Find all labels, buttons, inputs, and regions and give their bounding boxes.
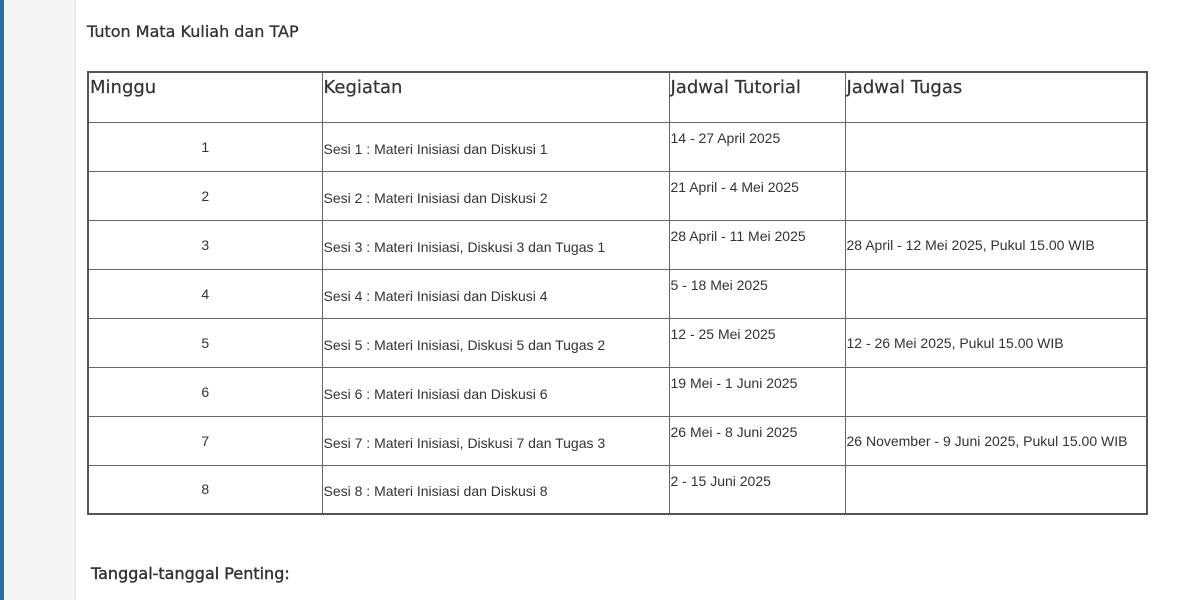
header-activity: Kegiatan — [322, 72, 669, 122]
section-title: Tuton Mata Kuliah dan TAP — [87, 22, 299, 41]
table-row — [88, 171, 1147, 220]
cell-activity: Sesi 4 : Materi Inisiasi dan Diskusi 4 — [322, 269, 669, 318]
rail-accent-line — [0, 0, 4, 600]
cell-task: 12 - 26 Mei 2025, Pukul 15.00 WIB — [845, 318, 1147, 367]
cell-activity: Sesi 8 : Materi Inisiasi dan Diskusi 8 — [322, 465, 669, 514]
cell-tutorial: 26 Mei - 8 Juni 2025 — [669, 416, 845, 465]
table-row — [88, 367, 1147, 416]
cell-tutorial: 21 April - 4 Mei 2025 — [669, 171, 845, 220]
table-row — [88, 318, 1147, 367]
cell-task: 26 November - 9 Juni 2025, Pukul 15.00 WIB — [845, 416, 1147, 465]
schedule-table — [87, 71, 1148, 515]
table-row — [88, 122, 1147, 171]
cell-week: 8 — [88, 465, 322, 514]
cell-activity: Sesi 7 : Materi Inisiasi, Diskusi 7 dan Tugas 3 — [322, 416, 669, 465]
cell-tutorial: 2 - 15 Juni 2025 — [669, 465, 845, 514]
header-week: Minggu — [88, 72, 322, 122]
cell-week: 4 — [88, 269, 322, 318]
cell-week: 2 — [88, 171, 322, 220]
cell-week: 1 — [88, 122, 322, 171]
important-dates-heading: Tanggal-tanggal Penting: — [91, 564, 290, 583]
table-row — [88, 465, 1147, 514]
cell-tutorial: 14 - 27 April 2025 — [669, 122, 845, 171]
header-tutorial: Jadwal Tutorial — [669, 72, 845, 122]
cell-task — [845, 122, 1147, 171]
cell-tutorial: 5 - 18 Mei 2025 — [669, 269, 845, 318]
cell-week: 5 — [88, 318, 322, 367]
cell-task — [845, 171, 1147, 220]
cell-activity: Sesi 6 : Materi Inisiasi dan Diskusi 6 — [322, 367, 669, 416]
cell-task — [845, 367, 1147, 416]
cell-activity: Sesi 2 : Materi Inisiasi dan Diskusi 2 — [322, 171, 669, 220]
left-rail — [0, 0, 76, 600]
cell-week: 6 — [88, 367, 322, 416]
cell-tutorial: 12 - 25 Mei 2025 — [669, 318, 845, 367]
cell-task — [845, 269, 1147, 318]
cell-task — [845, 465, 1147, 514]
header-task: Jadwal Tugas — [845, 72, 1147, 122]
table-row — [88, 269, 1147, 318]
cell-tutorial: 28 April - 11 Mei 2025 — [669, 220, 845, 269]
cell-activity: Sesi 1 : Materi Inisiasi dan Diskusi 1 — [322, 122, 669, 171]
cell-task: 28 April - 12 Mei 2025, Pukul 15.00 WIB — [845, 220, 1147, 269]
table-header-row — [88, 72, 1147, 122]
cell-week: 7 — [88, 416, 322, 465]
main-content — [76, 0, 1177, 600]
cell-activity: Sesi 3 : Materi Inisiasi, Diskusi 3 dan Tugas 1 — [322, 220, 669, 269]
table-row — [88, 416, 1147, 465]
cell-activity: Sesi 5 : Materi Inisiasi, Diskusi 5 dan Tugas 2 — [322, 318, 669, 367]
cell-tutorial: 19 Mei - 1 Juni 2025 — [669, 367, 845, 416]
cell-week: 3 — [88, 220, 322, 269]
table-row — [88, 220, 1147, 269]
